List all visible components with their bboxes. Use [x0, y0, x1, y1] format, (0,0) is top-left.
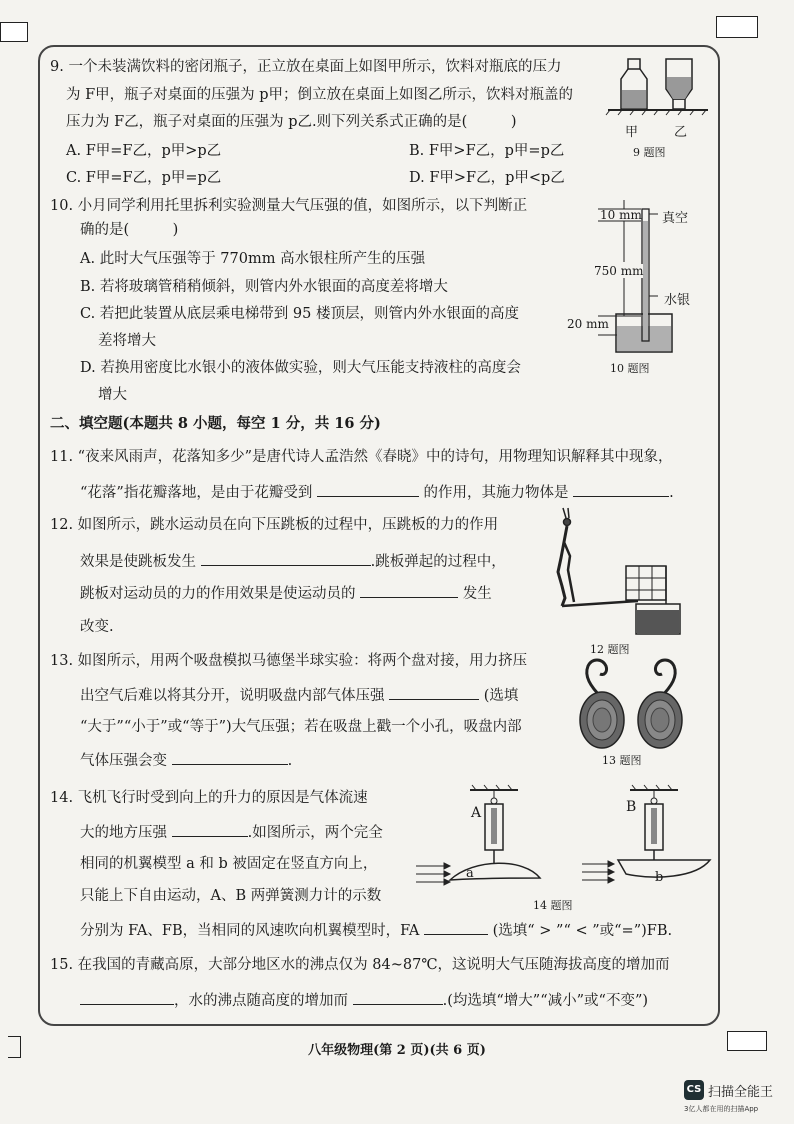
q14-text-b: .如图所示，两个完全: [247, 825, 383, 841]
q14-blank-1[interactable]: [172, 822, 248, 837]
q12-diver-figure: [548, 506, 684, 638]
q14-wing-models-figure: [414, 784, 714, 894]
q10-line1: 10. 小月同学利用托里拆利实验测量大气压强的值，如图所示，以下判断正: [50, 198, 528, 214]
q12-text-c: 跳板对运动员的力的作用效果是使运动员的: [80, 586, 356, 602]
q14-line5: [80, 920, 672, 940]
q14-label-b-wing: b: [655, 870, 664, 885]
q15-line2: [80, 990, 648, 1010]
q13-suction-cups-figure: [574, 654, 688, 752]
q11-text-a: “花落”指花瓣落地，是由于花瓣受到: [80, 485, 313, 501]
q15-blank-2[interactable]: [353, 990, 443, 1005]
q13-line2: [80, 685, 518, 705]
spring-scale-b-icon: [630, 785, 678, 860]
q15-blank-1[interactable]: [80, 990, 174, 1005]
q14-label-b-scale: B: [626, 799, 637, 815]
q10-label-750mm: 750 mm: [594, 264, 644, 278]
q10-label-20mm: 20 mm: [567, 317, 609, 331]
q13-text-a: 出空气后难以将其分开，说明吸盘内部气体压强: [80, 688, 385, 704]
q12-text-b: .跳板弹起的过程中，: [370, 554, 506, 570]
q9-caption: 9 题图: [633, 146, 666, 159]
q10-option-d-line2: 增大: [98, 387, 127, 403]
q14-label-a-scale: A: [471, 805, 482, 821]
q12-caption: 12 题图: [590, 643, 630, 656]
q11-text-b: 的作用，其施力物体是: [423, 485, 569, 501]
airflow-arrows-a-icon: [416, 863, 450, 885]
q9-option-c: C. F甲=F乙，p甲=p乙: [66, 170, 222, 186]
q9-line3: 压力为 F乙，瓶子对桌面的压强为 p乙.则下列关系式正确的是( ): [66, 114, 517, 130]
q13-caption: 13 题图: [602, 754, 642, 767]
q10-label-vacuum: 真空: [662, 211, 689, 226]
bottle-inverted-icon: [666, 59, 692, 109]
q10-option-b: B. 若将玻璃管稍稍倾斜，则管内外水银面的高度差将增大: [80, 279, 448, 295]
q15-line1: 15. 在我国的青藏高原，大部分地区水的沸点仅为 84~87℃，这说明大气压随海拔高度的增加而: [50, 957, 670, 973]
suction-cup-left-icon: [580, 660, 624, 748]
airflow-arrows-b-icon: [582, 861, 614, 883]
suction-cup-right-icon: [638, 660, 682, 748]
q12-line3: [80, 583, 492, 603]
q11-text-c: .: [669, 485, 674, 501]
q10-option-c-line2: 差将增大: [98, 333, 156, 349]
q13-text-b: (选填: [483, 688, 519, 704]
corner-mark-top-left: [0, 22, 28, 42]
q10-option-a: A. 此时大气压强等于 770mm 高水银柱所产生的压强: [80, 251, 426, 267]
q14-text-c: 分别为 FA、FB，当相同的风速吹向机翼模型时，FA: [80, 923, 420, 939]
q14-caption: 14 题图: [533, 899, 573, 912]
q10-line2: 确的是( ): [80, 222, 179, 238]
q13-line3: “大于”“小于”或“等于”)大气压强；若在吸盘上戳一个小孔，吸盘内部: [80, 719, 522, 735]
q11-blank-2[interactable]: [573, 482, 669, 497]
spring-scale-a-icon: [470, 785, 518, 864]
q10-label-10mm: 10 mm: [600, 208, 642, 222]
camscanner-slogan: 3亿人都在用的扫描App: [684, 1105, 759, 1113]
q12-text-a: 效果是使跳板发生: [80, 554, 196, 570]
q13-line4: [80, 750, 292, 770]
q14-line3: 相同的机翼模型 a 和 b 被固定在竖直方向上，: [80, 856, 378, 872]
q11-blank-1[interactable]: [317, 482, 419, 497]
q12-line1: 12. 如图所示，跳水运动员在向下压跳板的过程中，压跳板的力的作用: [50, 517, 499, 533]
q12-line2: [80, 551, 506, 571]
q9-line1: 9. 一个未装满饮料的密闭瓶子，正立放在桌面上如图甲所示，饮料对瓶底的压力: [50, 59, 562, 75]
q9-label-yi: 乙: [674, 125, 688, 140]
q13-text-c: 气体压强会变: [80, 753, 167, 769]
q10-caption: 10 题图: [610, 362, 650, 375]
page-footer: 八年级物理(第 2 页)(共 6 页): [308, 1043, 486, 1058]
q12-blank-2[interactable]: [360, 583, 458, 598]
q9-line2: 为 F甲，瓶子对桌面的压强为 p甲；倒立放在桌面上如图乙所示，饮料对瓶盖的: [66, 87, 574, 103]
q9-option-b: B. F甲>F乙，p甲=p乙: [409, 143, 565, 159]
diver-icon: [558, 508, 574, 606]
q14-text-d: (选填“ > ”“ < ”或“=”)FB.: [492, 923, 673, 939]
q10-option-c-line1: C. 若把此装置从底层乘电梯带到 95 楼顶层，则管内外水银面的高度: [80, 306, 519, 322]
q14-blank-2[interactable]: [424, 920, 488, 935]
q13-text-d: .: [287, 753, 293, 769]
q14-text-a: 大的地方压强: [80, 825, 167, 841]
q11-line1: 11. “夜来风雨声，花落知多少”是唐代诗人孟浩然《春晓》中的诗句，用物理知识解释其中现象，: [50, 449, 673, 465]
q12-line4: 改变.: [80, 619, 114, 635]
q9-option-a: A. F甲=F乙，p甲>p乙: [66, 143, 222, 159]
q9-option-d: D. F甲>F乙，p甲<p乙: [409, 170, 565, 186]
q10-label-mercury: 水银: [664, 293, 691, 308]
q9-label-jia: 甲: [625, 125, 639, 140]
q12-blank-1[interactable]: [201, 551, 371, 566]
camscanner-name: 扫描全能王: [708, 1085, 774, 1100]
corner-mark-top-right: [716, 16, 758, 38]
section2-heading: 二、填空题(本题共 8 小题，每空 1 分，共 16 分): [50, 415, 381, 432]
camscanner-logo-icon: CS: [684, 1080, 704, 1100]
wing-b-icon: [618, 860, 710, 877]
bottle-upright-icon: [621, 59, 647, 109]
q14-line4: 只能上下自由运动，A、B 两弹簧测力计的示数: [80, 888, 382, 904]
q15-text-a: ，水的沸点随高度的增加而: [174, 993, 348, 1009]
q14-line1: 14. 飞机飞行时受到向上的升力的原因是气体流速: [50, 790, 368, 806]
wing-a-icon: [450, 863, 540, 880]
q13-blank-1[interactable]: [389, 685, 479, 700]
q10-option-d-line1: D. 若换用密度比水银小的液体做实验，则大气压能支持液柱的高度会: [80, 360, 521, 376]
q13-line1: 13. 如图所示，用两个吸盘模拟马德堡半球实验：将两个盘对接，用力挤压: [50, 653, 528, 669]
q14-label-a-wing: a: [466, 866, 474, 881]
q15-text-b: .(均选填“增大”“减小”或“不变”): [442, 993, 649, 1009]
q11-line2: [80, 482, 674, 502]
q12-text-d: 发生: [462, 586, 492, 602]
q14-line2: [80, 822, 383, 842]
q9-bottles-figure: [604, 55, 712, 117]
q13-blank-2[interactable]: [172, 750, 288, 765]
